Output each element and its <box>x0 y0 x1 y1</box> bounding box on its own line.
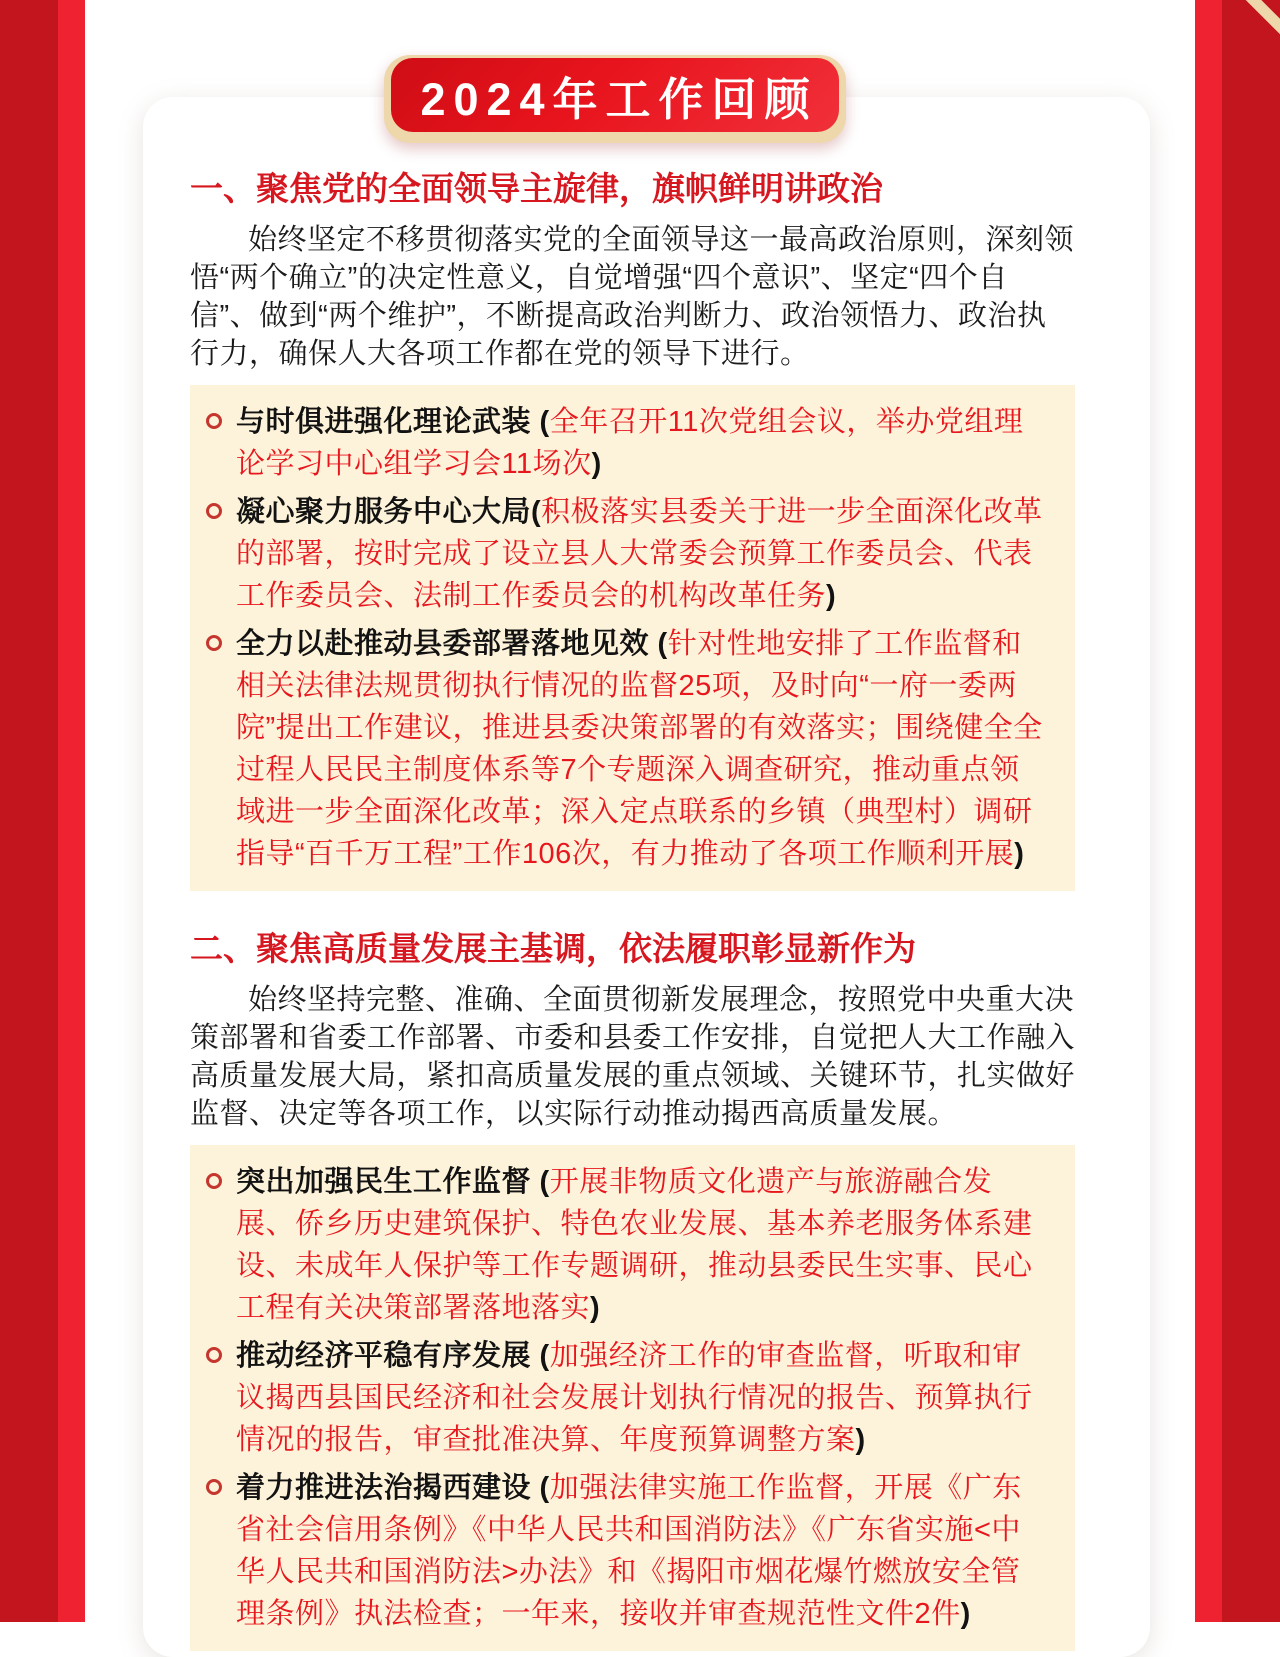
left-border-bright-stripe <box>58 0 85 1622</box>
circle-bullet-icon <box>206 1479 222 1495</box>
circle-bullet-icon <box>206 503 222 519</box>
left-border-dark-stripe <box>0 0 58 1622</box>
title-banner <box>384 55 846 143</box>
list-item <box>204 623 1049 875</box>
list-item <box>204 401 1049 485</box>
title-banner-plate <box>391 58 839 132</box>
content-card <box>143 97 1150 1657</box>
right-border-bright-stripe <box>1195 0 1222 1622</box>
section-2-highlight-panel <box>190 1145 1075 1651</box>
item-close: ) <box>855 1424 866 1456</box>
page-title: 2024年工作回顾 <box>420 73 818 125</box>
circle-bullet-icon <box>206 635 222 651</box>
circle-bullet-icon <box>206 1173 222 1189</box>
item-close: ) <box>590 1292 601 1324</box>
list-item <box>204 1161 1049 1329</box>
circle-bullet-icon <box>206 413 222 429</box>
section-party-leadership <box>190 171 1075 891</box>
section-1-highlight-panel <box>190 385 1075 891</box>
item-detail: 针对性地安排了工作监督和相关法律法规贯彻执行情况的监督25项，及时向“一府一委两院”提出工作建议，推进县委决策部署的有效落实；围绕健全全过程人民民主制度体系等7个专题深入调查研究，推动重点领域进一步全面深化改革；深入定点联系的乡镇（典型村）调研指导“百千万工程”工作106次，有力推动了各项工作顺利开展 <box>236 628 1043 870</box>
item-detail: 开展非物质文化遗产与旅游融合发展、侨乡历史建筑保护、特色农业发展、基本养老服务体系建设、未成年人保护等工作专题调研，推动县委民生实事、民心工程有关决策部署落地落实 <box>236 1166 1033 1324</box>
item-detail: 积极落实县委关于进一步全面深化改革的部署，按时完成了设立县人大常委会预算工作委员会、代表工作委员会、法制工作委员会的机构改革任务 <box>236 496 1043 612</box>
list-item <box>204 1335 1049 1461</box>
section-high-quality-development <box>190 931 1075 1651</box>
item-lead: 全力以赴推动县委部署落地见效 ( <box>236 628 668 660</box>
section-1-intro: 始终坚定不移贯彻落实党的全面领导这一最高政治原则，深刻领悟“两个确立”的决定性意义，自觉增强“四个意识”、坚定“四个自信”、做到“两个维护”，不断提高政治判断力、政治领悟力、政治执行力，确保人大各项工作都在党的领导下进行。 <box>190 224 1075 370</box>
item-detail: 加强经济工作的审查监督，听取和审议揭西县国民经济和社会发展计划执行情况的报告、预算执行情况的报告，审查批准决算、年度预算调整方案 <box>236 1340 1033 1456</box>
item-detail: 加强法律实施工作监督，开展《广东省社会信用条例》《中华人民共和国消防法》《广东省实施<中华人民共和国消防法>办法》和《揭阳市烟花爆竹燃放安全管理条例》执法检查；一年来，接收并审查规范性文件2件 <box>236 1472 1022 1630</box>
item-detail: 全年召开11次党组会议，举办党组理论学习中心组学习会11场次 <box>236 406 1024 480</box>
section-1-heading: 一、聚焦党的全面领导主旋律，旗帜鲜明讲政治 <box>190 170 883 207</box>
section-2-intro: 始终坚持完整、准确、全面贯彻新发展理念，按照党中央重大决策部署和省委工作部署、市委和县委工作安排，自觉把人大工作融入高质量发展大局，紧扣高质量发展的重点领域、关键环节，扎实做好监督、决定等各项工作，以实际行动推动揭西高质量发展。 <box>190 984 1076 1130</box>
item-close: ) <box>1014 838 1025 870</box>
list-item <box>204 491 1049 617</box>
item-lead: 与时俱进强化理论武装 ( <box>236 406 550 438</box>
circle-bullet-icon <box>206 1347 222 1363</box>
item-lead: 推动经济平稳有序发展 ( <box>236 1340 550 1372</box>
item-lead: 凝心聚力服务中心大局( <box>236 496 542 528</box>
right-border-dark-stripe <box>1222 0 1280 1622</box>
section-2-heading: 二、聚焦高质量发展主基调，依法履职彰显新作为 <box>190 930 916 967</box>
item-close: ) <box>826 580 837 612</box>
list-item <box>204 1467 1049 1635</box>
item-lead: 突出加强民生工作监督 ( <box>236 1166 550 1198</box>
item-close: ) <box>960 1598 971 1630</box>
item-lead: 着力推进法治揭西建设 ( <box>236 1472 550 1504</box>
item-close: ) <box>591 448 602 480</box>
